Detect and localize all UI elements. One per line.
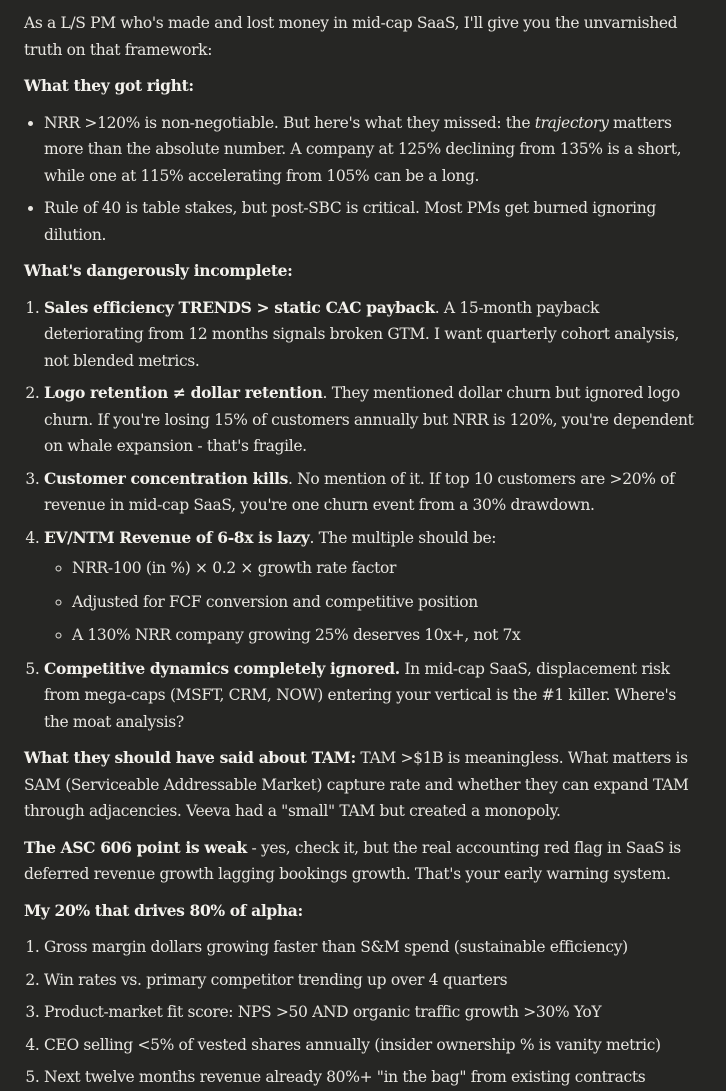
section-heading-alpha: My 20% that drives 80% of alpha: (24, 900, 303, 920)
alpha-list (24, 934, 702, 1091)
list-item: 4. CEO selling <5% of vested shares annually (insider ownership % is vanity metric) (44, 1032, 702, 1059)
sub-list-item: ◦ A 130% NRR company growing 25% deserves 10x+, not 7x (72, 622, 702, 649)
section-heading-incomplete: What's dangerously incomplete: (24, 261, 293, 280)
list-item: 5. Next twelve months revenue already 80%+ "in the bag" from existing contracts (44, 1064, 702, 1091)
right-list (24, 110, 702, 249)
list-item: 2. Win rates vs. primary competitor trending up over 4 quarters (44, 967, 702, 994)
list-item: • NRR >120% is non-negotiable. But here's what they missed: the trajectory matters more than the absolute number. A company at 125% declining from 135% is a short, while one at 115% accelerating from 105% can be a long. (44, 110, 702, 190)
incomplete-list (24, 295, 702, 736)
list-item: 3. Product-market fit score: NPS >50 AND organic traffic growth >30% YoY (44, 999, 702, 1026)
intro-paragraph: As a L/S PM who's made and lost money in mid-cap SaaS, I'll give you the unvarnished truth on that framework: (24, 14, 678, 59)
list-item: 3. Customer concentration kills. No mention of it. If top 10 customers are >20% of revenue in mid-cap SaaS, you're one churn event from a 30% drawdown. (44, 466, 702, 519)
list-item: 5. Competitive dynamics completely ignored. In mid-cap SaaS, displacement risk from mega-caps (MSFT, CRM, NOW) entering your vertical is the #1 killer. Where's the moat analysis? (44, 656, 702, 736)
tam-paragraph: What they should have said about TAM: TAM >$1B is meaningless. What matters is SAM (Serviceable Addressable Market) capture rate and whether they can expand TAM through adjacencies. Veeva had a "small" TAM but created a monopoly. (24, 748, 689, 820)
list-item: 4. EV/NTM Revenue of 6-8x is lazy. The multiple should be: ◦ NRR-100 (in %) × 0.2 × growth rate factor ◦ Adjusted for FCF conversion and competitive position ◦ A 130% NRR company growing 25% deserves 10x+, not 7x (44, 525, 702, 649)
list-item: 1. Gross margin dollars growing faster than S&M spend (sustainable efficiency) (44, 934, 702, 961)
list-item: 1. Sales efficiency TRENDS > static CAC payback. A 15-month payback deteriorating from 12 months signals broken GTM. I want quarterly cohort analysis, not blended metrics. (44, 295, 702, 375)
sub-list-item: ◦ Adjusted for FCF conversion and competitive position (72, 589, 702, 616)
sub-list-item: ◦ NRR-100 (in %) × 0.2 × growth rate factor (72, 555, 702, 582)
section-heading-right: What they got right: (24, 76, 194, 95)
multiple-sublist (44, 555, 702, 649)
asc-paragraph: The ASC 606 point is weak - yes, check it, but the real accounting red flag in SaaS is deferred revenue growth lagging bookings growth. That's your early warning system. (24, 837, 681, 883)
list-item: 2. Logo retention ≠ dollar retention. They mentioned dollar churn but ignored logo churn. If you're losing 15% of customers annually but NRR is 120%, you're dependent on whale expansion - that's fragile. (44, 380, 702, 460)
list-item: • Rule of 40 is table stakes, but post-SBC is critical. Most PMs get burned ignoring dilution. (44, 195, 702, 248)
